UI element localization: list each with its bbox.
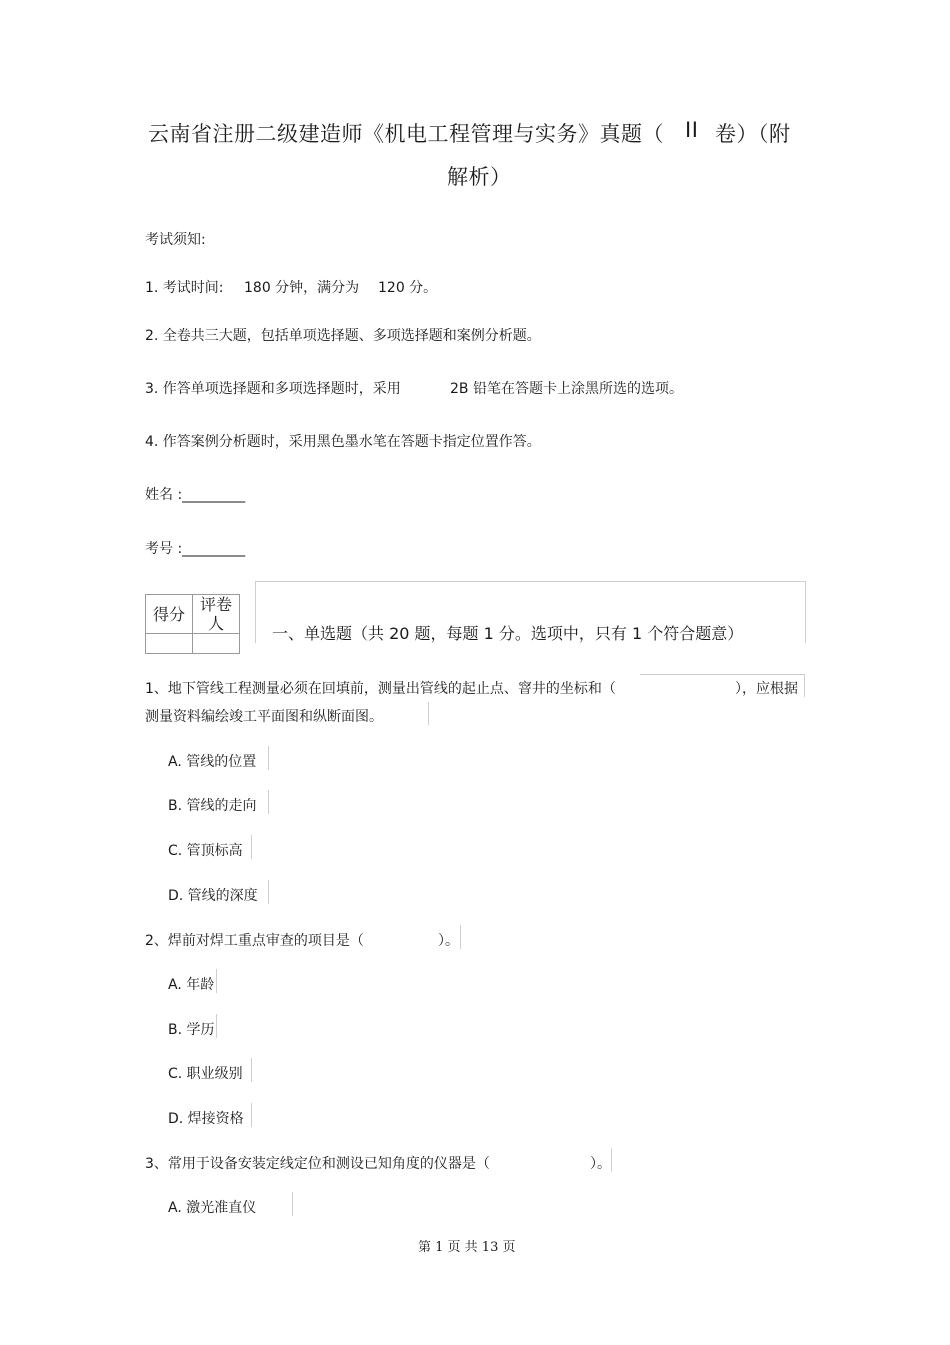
divider-line — [460, 925, 461, 949]
document-title-line2: 解析） — [447, 165, 512, 189]
question-1-stem-c: 测量资料编绘竣工平面图和纵断面图。 — [145, 709, 383, 725]
question-2-stem-a: 2、焊前对焊工重点审查的项目是（ — [145, 933, 364, 949]
notice-item-2: 2. 全卷共三大题，包括单项选择题、多项选择题和案例分析题。 — [145, 328, 541, 344]
divider-line — [640, 674, 805, 675]
notice-item-1b: 180 分钟，满分为 — [244, 280, 360, 296]
question-1-stem-a: 1、地下管线工程测量必须在回填前，测量出管线的起止点、窨井的坐标和（ — [145, 681, 616, 697]
document-title-line1-a: 云南省注册二级建造师《机电工程管理与实务》真题（ — [148, 122, 664, 146]
section-heading: 一、单选题（共 20 题，每题 1 分。选项中，只有 1 个符合题意） — [272, 624, 744, 643]
question-3-option-a: A. 激光准直仪 — [168, 1200, 257, 1216]
divider-line — [268, 790, 269, 814]
score-cell — [146, 634, 193, 654]
name-field: 姓名 :_________ — [145, 487, 246, 503]
divider-line — [216, 969, 217, 993]
divider-line — [804, 674, 805, 697]
question-1-option-a: A. 管线的位置 — [168, 754, 257, 770]
divider-line — [251, 835, 252, 859]
question-2-option-b: B. 学历 — [168, 1022, 215, 1038]
question-2-option-a: A. 年龄 — [168, 977, 215, 993]
question-1-option-d: D. 管线的深度 — [168, 888, 258, 904]
grader-cell — [193, 634, 240, 654]
document-title-line1-c: 卷）（附 — [715, 122, 791, 146]
divider-line — [611, 1148, 612, 1172]
question-1-stem-b: ），应根据 — [735, 681, 798, 697]
question-1-option-b: B. 管线的走向 — [168, 798, 257, 814]
question-2-stem-b: ）。 — [438, 933, 459, 949]
notice-item-1c: 120 分。 — [378, 280, 438, 296]
notice-heading: 考试须知: — [145, 232, 206, 248]
question-2-option-d: D. 焊接资格 — [168, 1111, 244, 1127]
page-number: 第 1 页 共 13 页 — [418, 1240, 516, 1255]
divider-line — [268, 746, 269, 770]
question-2-option-c: C. 职业级别 — [168, 1066, 243, 1082]
exam-number-field: 考号 :_________ — [145, 541, 246, 557]
divider-line — [428, 702, 429, 725]
document-title-line1-b: II — [685, 118, 699, 142]
notice-item-1a: 1. 考试时间: — [145, 280, 224, 296]
notice-item-4: 4. 作答案例分析题时，采用黑色墨水笔在答题卡指定位置作答。 — [145, 434, 541, 450]
divider-line — [216, 1014, 217, 1038]
divider-line — [251, 1103, 252, 1127]
grader-column-header: 评卷人 — [193, 595, 240, 634]
divider-line — [268, 880, 269, 904]
question-3-stem-a: 3、常用于设备安装定线定位和测设已知角度的仪器是（ — [145, 1156, 490, 1172]
score-table — [145, 594, 240, 654]
divider-line — [251, 1058, 252, 1082]
question-1-option-c: C. 管顶标高 — [168, 843, 243, 859]
question-3-stem-b: ）。 — [590, 1156, 611, 1172]
score-column-header: 得分 — [146, 595, 193, 634]
notice-item-3a: 3. 作答单项选择题和多项选择题时，采用 — [145, 381, 401, 397]
notice-item-3b: 2B 铅笔在答题卡上涂黑所选的选项。 — [450, 381, 683, 397]
divider-line — [292, 1192, 293, 1216]
